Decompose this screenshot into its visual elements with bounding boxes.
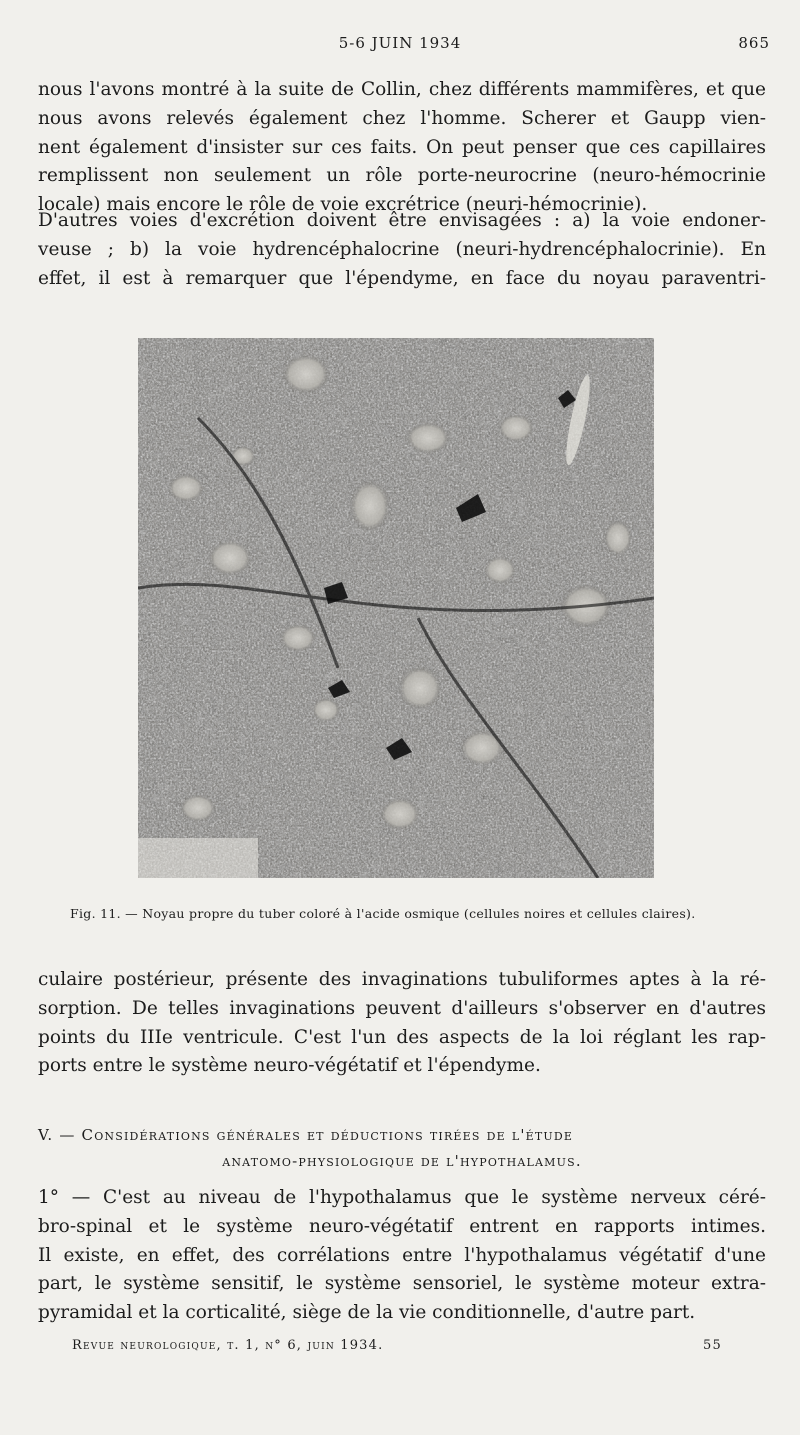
- text-line: nent également d'insister sur ces faits. On peut penser que ces capillaires: [38, 136, 766, 158]
- text-line: effet, il est à remarquer que l'épendyme, en face du noyau paraventri-: [38, 267, 766, 289]
- text-line: nous avons relevés également chez l'homme. Scherer et Gaupp vien-: [38, 107, 766, 129]
- text-line: bro-spinal et le système neuro-végétatif entrent en rapports intimes.: [38, 1215, 766, 1237]
- text-line: locale) mais encore le rôle de voie excrétrice (neuri-hémocrinie).: [38, 194, 648, 216]
- text-line: part, le système sensitif, le système sensoriel, le système moteur extra-: [38, 1273, 766, 1295]
- text-line: veuse ; b) la voie hydrencéphalocrine (neuri-hydrencéphalocrinie). En: [38, 238, 766, 260]
- text-line: 1° — C'est au niveau de l'hypothalamus que le système nerveux céré-: [38, 1187, 766, 1208]
- signature-number: 55: [703, 1338, 722, 1353]
- section-heading-line-2: anatomo-physiologique de l'hypothalamus.: [222, 1152, 582, 1170]
- section-heading-line-1: V. — Considérations générales et déductions tirées de l'étude: [38, 1126, 574, 1144]
- paragraph-4: [38, 1184, 766, 1328]
- figure-caption: Fig. 11. — Noyau propre du tuber coloré à l'acide osmique (cellules noires et cellules claires).: [70, 906, 696, 921]
- page-footer: [72, 1338, 722, 1360]
- text-line: sorption. De telles invaginations peuvent d'ailleurs s'observer en d'autres: [38, 997, 766, 1019]
- journal-reference: Revue neurologique, t. 1, n° 6, juin 1934.: [72, 1338, 384, 1353]
- paragraph-2: [38, 207, 766, 293]
- micrograph-figure: [138, 338, 654, 878]
- text-line: D'autres voies d'excrétion doivent être envisagées : a) la voie endoner-: [38, 210, 766, 231]
- text-line: ports entre le système neuro-végétatif et l'épendyme.: [38, 1055, 541, 1077]
- paragraph-1: [38, 76, 766, 220]
- running-head: [0, 34, 800, 58]
- text-line: remplissent non seulement un rôle porte-neurocrine (neuro-hémocrinie: [38, 165, 766, 187]
- micrograph-image: [138, 338, 654, 878]
- text-line: culaire postérieur, présente des invaginations tubuliformes aptes à la ré-: [38, 969, 766, 990]
- page-number: 865: [738, 34, 770, 52]
- text-line: nous l'avons montré à la suite de Collin, chez différents mammifères, et que: [38, 79, 766, 100]
- section-heading: [38, 1122, 766, 1174]
- text-line: points du IIIe ventricule. C'est l'un des aspects de la loi réglant les rap-: [38, 1026, 766, 1048]
- text-line: pyramidal et la corticalité, siège de la vie conditionnelle, d'autre part.: [38, 1302, 696, 1324]
- text-line: Il existe, en effet, des corrélations entre l'hypothalamus végétatif d'une: [38, 1244, 766, 1266]
- header-date: 5-6 JUIN 1934: [338, 34, 462, 52]
- paragraph-3: [38, 966, 766, 1081]
